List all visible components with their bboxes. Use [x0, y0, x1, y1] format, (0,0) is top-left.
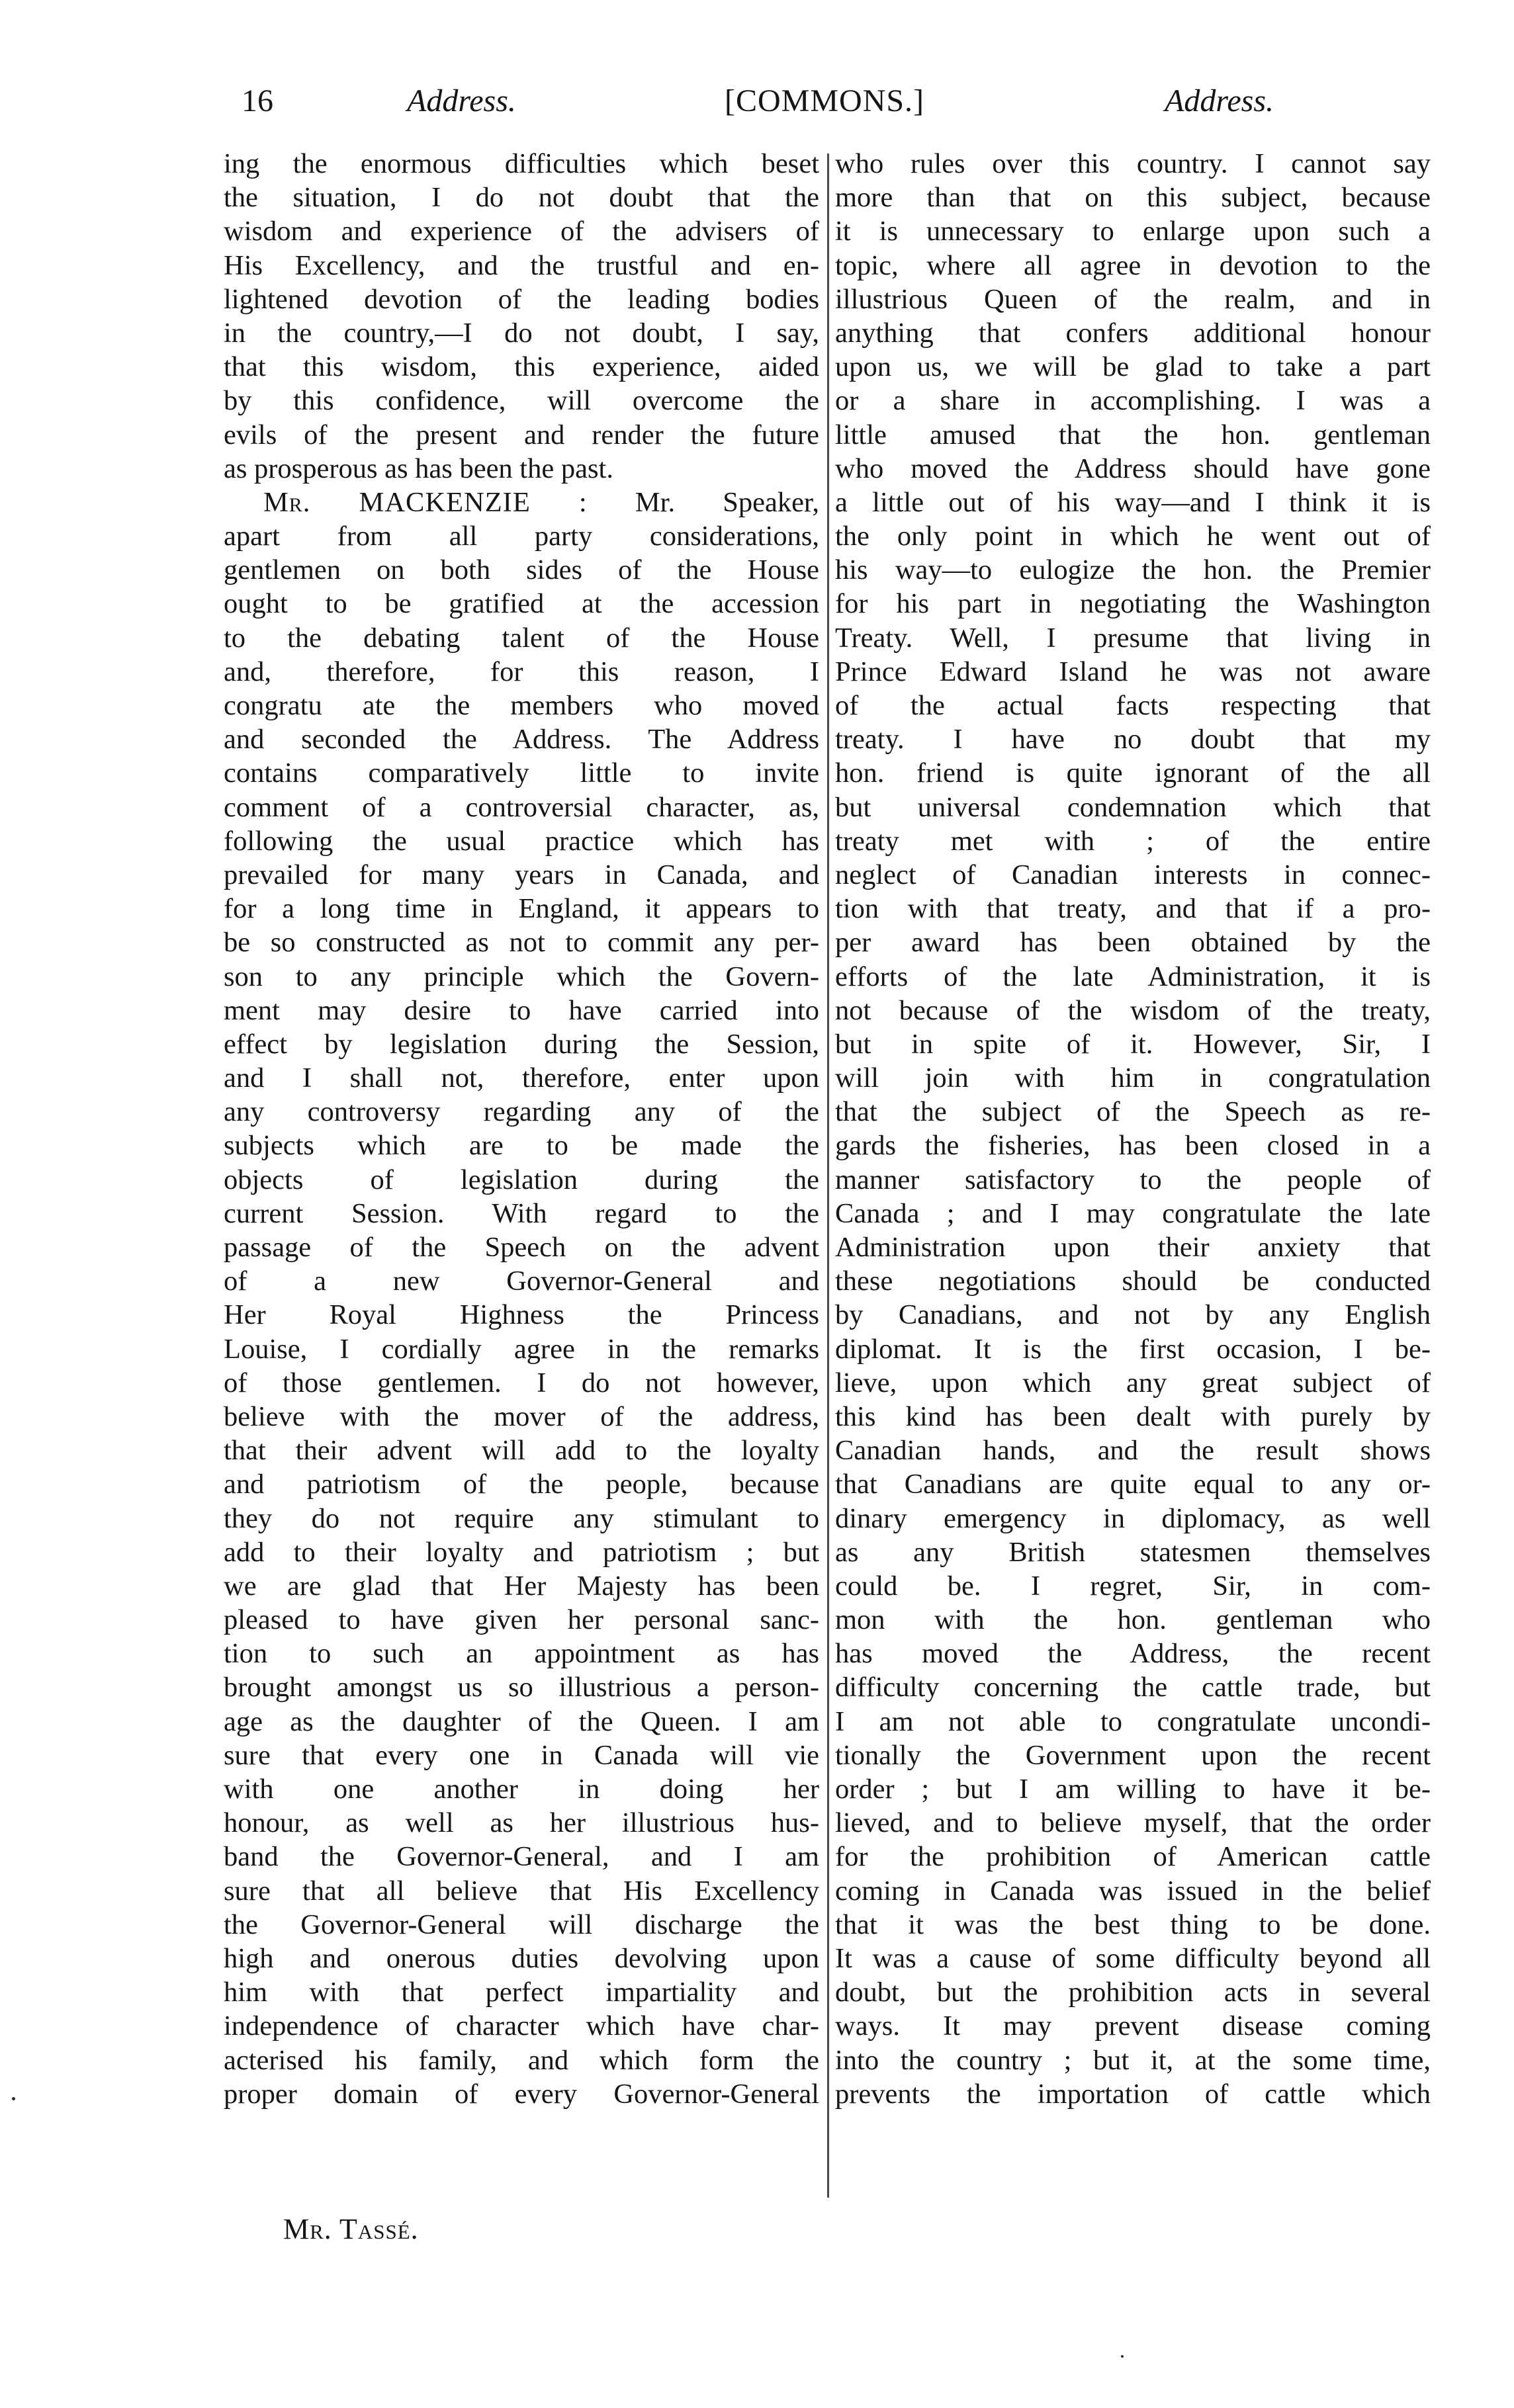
- page-number: 16: [242, 83, 273, 118]
- text-line: of a new Governor-General and: [224, 1266, 819, 1297]
- text-line: objects of legislation during the: [224, 1164, 819, 1195]
- text-line: prevents the importation of cattle which: [835, 2078, 1431, 2110]
- text-line: the only point in which he went out of: [835, 521, 1431, 552]
- header-right-title: Address.: [1165, 83, 1274, 118]
- text-line: age as the daughter of the Queen. I am: [224, 1705, 819, 1737]
- right-column: [835, 147, 1431, 2111]
- text-line: could be. I regret, Sir, in com-: [835, 1570, 1431, 1602]
- text-line: comment of a controversial character, as,: [224, 791, 819, 823]
- column-divider: [827, 153, 829, 2198]
- text-line: doubt, but the prohibition acts in several: [835, 1977, 1431, 2008]
- text-line: It was a cause of some difficulty beyond all: [835, 1942, 1431, 1974]
- text-line: we are glad that Her Majesty has been: [224, 1570, 819, 1602]
- text-line: his way—to eulogize the hon. the Premier: [835, 554, 1431, 586]
- text-line: independence of character which have char-: [224, 2010, 819, 2042]
- text-line: who rules over this country. I cannot say: [835, 148, 1431, 179]
- running-header: [242, 78, 1274, 124]
- text-line: His Excellency, and the trustful and en-: [224, 249, 819, 281]
- header-center-title: [COMMONS.]: [725, 83, 925, 118]
- text-line: more than that on this subject, because: [835, 182, 1431, 214]
- text-line: as any British statesmen themselves: [835, 1536, 1431, 1568]
- text-line: in the country,—I do not doubt, I say,: [224, 317, 819, 349]
- text-line: add to their loyalty and patriotism ; but: [224, 1536, 819, 1568]
- text-line: as prosperous as has been the past.: [224, 452, 613, 484]
- text-line: ways. It may prevent disease coming: [835, 2010, 1431, 2042]
- text-line: acterised his family, and which form the: [224, 2044, 819, 2076]
- text-line: neglect of Canadian interests in connec-: [835, 859, 1431, 890]
- text-line: Louise, I cordially agree in the remarks: [224, 1333, 819, 1365]
- text-line: congratu ate the members who moved: [224, 690, 819, 721]
- text-line: for the prohibition of American cattle: [835, 1841, 1431, 1873]
- text-line: manner satisfactory to the people of: [835, 1164, 1431, 1195]
- text-line: be so constructed as not to commit any per-: [224, 927, 819, 959]
- text-line: gards the fisheries, has been closed in a: [835, 1130, 1431, 1162]
- text-line: Her Royal Highness the Princess: [224, 1299, 819, 1331]
- text-line: that their advent will add to the loyalty: [224, 1435, 819, 1467]
- text-line: for a long time in England, it appears to: [224, 893, 819, 925]
- text-line: that it was the best thing to be done.: [835, 1909, 1431, 1940]
- text-line: treaty met with ; of the entire: [835, 825, 1431, 857]
- text-line: high and onerous duties devolving upon: [224, 1942, 819, 1974]
- text-line: son to any principle which the Govern-: [224, 961, 819, 992]
- text-line: per award has been obtained by the: [835, 927, 1431, 959]
- text-line: Prince Edward Island he was not aware: [835, 656, 1431, 687]
- text-line: for his part in negotiating the Washington: [835, 588, 1431, 620]
- text-line: any controversy regarding any of the: [224, 1096, 819, 1128]
- text-line: brought amongst us so illustrious a person-: [224, 1672, 819, 1703]
- speaker-name: Mr. MACKENZIE :: [263, 486, 588, 518]
- text-line: diplomat. It is the first occasion, I be-: [835, 1333, 1431, 1365]
- speaker-text: Mr. Speaker,: [635, 486, 819, 518]
- text-line: it is unnecessary to enlarge upon such a: [835, 216, 1431, 247]
- text-line: this kind has been dealt with purely by: [835, 1400, 1431, 1432]
- text-line: evils of the present and render the future: [224, 419, 819, 451]
- text-line: these negotiations should be conducted: [835, 1266, 1431, 1297]
- text-line: who moved the Address should have gone: [835, 452, 1431, 484]
- text-line: Canadian hands, and the result shows: [835, 1435, 1431, 1467]
- left-column: [224, 147, 819, 2111]
- text-line: a little out of his way—and I think it is: [835, 486, 1431, 518]
- text-line: contains comparatively little to invite: [224, 757, 819, 789]
- print-speck: [12, 2097, 15, 2100]
- text-line: ought to be gratified at the accession: [224, 588, 819, 620]
- text-line: passage of the Speech on the advent: [224, 1232, 819, 1263]
- text-line: prevailed for many years in Canada, and: [224, 859, 819, 890]
- text-line: to the debating talent of the House: [224, 622, 819, 654]
- text-line: wisdom and experience of the advisers of: [224, 216, 819, 247]
- text-line: gentlemen on both sides of the House: [224, 554, 819, 586]
- text-line: has moved the Address, the recent: [835, 1638, 1431, 1670]
- text-line: and patriotism of the people, because: [224, 1469, 819, 1500]
- text-line: sure that all believe that His Excellency: [224, 1875, 819, 1907]
- text-line: ing the enormous difficulties which beset: [224, 148, 819, 179]
- print-speck: [1121, 2355, 1124, 2358]
- text-line: honour, as well as her illustrious hus-: [224, 1807, 819, 1839]
- text-line: by this confidence, will overcome the: [224, 385, 819, 417]
- text-line: and seconded the Address. The Address: [224, 724, 819, 755]
- text-line: that the subject of the Speech as re-: [835, 1096, 1431, 1128]
- text-line: Administration upon their anxiety that: [835, 1232, 1431, 1263]
- text-line: following the usual practice which has: [224, 825, 819, 857]
- text-line: with one another in doing her: [224, 1774, 819, 1805]
- catchword: Mr. Tassé.: [283, 2213, 419, 2245]
- text-line: that this wisdom, this experience, aided: [224, 351, 819, 383]
- text-line: lightened devotion of the leading bodies: [224, 283, 819, 315]
- text-line: hon. friend is quite ignorant of the all: [835, 757, 1431, 789]
- text-line: Canada ; and I may congratulate the late: [835, 1197, 1431, 1229]
- text-line: the situation, I do not doubt that the: [224, 182, 819, 214]
- text-line: pleased to have given her personal sanc-: [224, 1604, 819, 1636]
- text-line: proper domain of every Governor-General: [224, 2078, 819, 2110]
- header-left-title: Address.: [407, 83, 516, 118]
- text-line: difficulty concerning the cattle trade, but: [835, 1672, 1431, 1703]
- text-line: little amused that the hon. gentleman: [835, 419, 1431, 451]
- text-line: sure that every one in Canada will vie: [224, 1739, 819, 1771]
- text-line: current Session. With regard to the: [224, 1197, 819, 1229]
- text-line: band the Governor-General, and I am: [224, 1841, 819, 1873]
- text-line: but universal condemnation which that: [835, 791, 1431, 823]
- text-line: efforts of the late Administration, it is: [835, 961, 1431, 992]
- text-line: Treaty. Well, I presume that living in: [835, 622, 1431, 654]
- text-line: or a share in accomplishing. I was a: [835, 385, 1431, 417]
- text-line: they do not require any stimulant to: [224, 1502, 819, 1534]
- text-line: of the actual facts respecting that: [835, 690, 1431, 721]
- text-line: illustrious Queen of the realm, and in: [835, 283, 1431, 315]
- text-line: believe with the mover of the address,: [224, 1400, 819, 1432]
- text-line: into the country ; but it, at the some time,: [835, 2044, 1431, 2076]
- text-line: I am not able to congratulate uncondi-: [835, 1705, 1431, 1737]
- text-line: mon with the hon. gentleman who: [835, 1604, 1431, 1636]
- text-line: him with that perfect impartiality and: [224, 1977, 819, 2008]
- text-line: and I shall not, therefore, enter upon: [224, 1062, 819, 1094]
- text-line: treaty. I have no doubt that my: [835, 724, 1431, 755]
- text-line: ment may desire to have carried into: [224, 994, 819, 1026]
- text-line: by Canadians, and not by any English: [835, 1299, 1431, 1331]
- text-line: upon us, we will be glad to take a part: [835, 351, 1431, 383]
- text-line: and, therefore, for this reason, I: [224, 656, 819, 687]
- text-line: tion to such an appointment as has: [224, 1638, 819, 1670]
- text-line: effect by legislation during the Session,: [224, 1028, 819, 1060]
- text-line: order ; but I am willing to have it be-: [835, 1774, 1431, 1805]
- text-line: dinary emergency in diplomacy, as well: [835, 1502, 1431, 1534]
- speaker-line: [224, 486, 819, 519]
- text-line: subjects which are to be made the: [224, 1130, 819, 1162]
- text-line: lieved, and to believe myself, that the order: [835, 1807, 1431, 1839]
- text-line: lieve, upon which any great subject of: [835, 1367, 1431, 1398]
- text-line: apart from all party considerations,: [224, 521, 819, 552]
- text-line: tionally the Government upon the recent: [835, 1739, 1431, 1771]
- text-line: tion with that treaty, and that if a pro-: [835, 893, 1431, 925]
- text-line: the Governor-General will discharge the: [224, 1909, 819, 1940]
- text-line: coming in Canada was issued in the belief: [835, 1875, 1431, 1907]
- text-line: will join with him in congratulation: [835, 1062, 1431, 1094]
- text-line: of those gentlemen. I do not however,: [224, 1367, 819, 1398]
- text-line: not because of the wisdom of the treaty,: [835, 994, 1431, 1026]
- text-line: topic, where all agree in devotion to the: [835, 249, 1431, 281]
- text-line: but in spite of it. However, Sir, I: [835, 1028, 1431, 1060]
- text-line: that Canadians are quite equal to any or-: [835, 1469, 1431, 1500]
- text-line: anything that confers additional honour: [835, 317, 1431, 349]
